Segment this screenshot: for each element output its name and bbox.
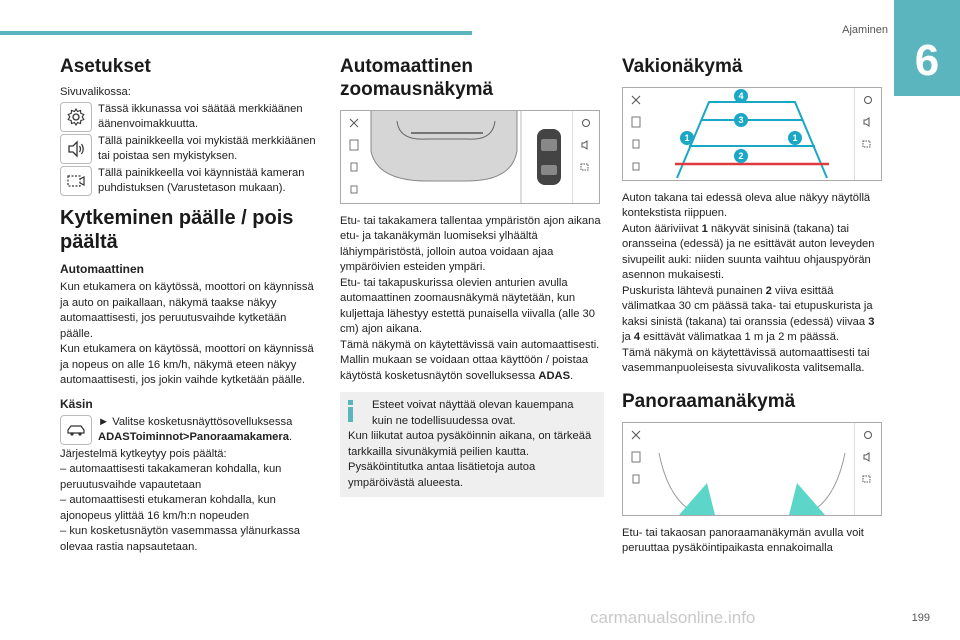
paragraph-area-shown: Auton takana tai edessä oleva alue näkyy näytöllä kontekstista riippuen.: [622, 191, 871, 220]
camera-clean-icon: [60, 166, 92, 196]
manual-instruction-text: ► Valitse kosketusnäyttösovelluksessa ADASToiminnot>Panoraamakamera.: [98, 415, 293, 443]
paragraph-switch-off: Järjestelmä kytkeytyy pois päältä:: [60, 447, 227, 460]
paragraph-auto-zoom-intro: Etu- tai takakamera tallentaa ympäristön ajon aikana etu- ja takanäkymän luomiseksi ylhäältä lähiympäristöstä, jolloin autoa voidaan ajaa ympäröivien esteiden ympäri.: [340, 214, 601, 274]
camera-clean-icon: [862, 473, 874, 485]
heading-standard-view: Vakionäkymä: [622, 56, 743, 77]
standard-view-screen-illustration: [622, 87, 882, 181]
camera-view-icon: [630, 473, 642, 485]
camera-view-icon: [630, 116, 642, 128]
gear-icon: [862, 94, 874, 106]
info-text-mirrors: Kun liikutat autoa pysäköinnin aikana, on tärkeää tarkkailla sivunäkymiä peilien kautta.: [348, 430, 592, 458]
paragraph-adas: Mallin mukaan se voidaan ottaa käyttöön / poistaa käytöstä kosketusnäytön sovelluksessa ADAS.: [340, 354, 589, 382]
camera-view-icon: [630, 451, 642, 463]
paragraph-auto-front: Kun etukamera on käytössä, moottori on käynnissä ja nopeus on alle 16 km/h, näkymä eteen näkyy automaattisesti, jos jokin vaihde kytketään päälle.: [60, 343, 314, 387]
camera-clean-icon: [580, 161, 592, 173]
header-accent-bar: [0, 31, 472, 35]
camera-view-icon: [348, 161, 360, 173]
guideline-marker: [734, 149, 748, 163]
paragraph-auto-only: Tämä näkymä on käytettävissä vain automaattisesti.: [340, 338, 600, 351]
chapter-number: 6: [914, 36, 940, 85]
speaker-icon: [862, 451, 874, 463]
info-text-radar: Pysäköintitutka antaa lisätietoja autoa ympäröivästä alueesta.: [348, 461, 536, 489]
camera-view-icon: [630, 160, 642, 172]
section-title: Ajaminen: [842, 24, 888, 36]
screen-right-menu: [854, 423, 881, 515]
list-item: – automaattisesti takakameran kohdalla, kun peruutusvaihde vapautetaan: [60, 463, 282, 491]
gear-icon: [580, 117, 592, 129]
info-box: [340, 392, 604, 497]
screen-camera-area: [649, 423, 855, 515]
info-icon: [348, 400, 353, 422]
guideline-marker: [788, 131, 802, 145]
bullet-arrow: ►: [98, 415, 110, 428]
svg-text:3: 3: [738, 114, 744, 125]
paragraph-auto-zoom-sensors: Etu- tai takapuskurissa olevien anturien avulla automaattinen zoomausnäkymä näytetään, kun kuljettaja lähestyy estettä punaisella viivalla (alle 30 cm) ajon aikana.: [340, 276, 595, 336]
camera-view-icon: [348, 139, 360, 151]
car-top-view-icon: [537, 129, 561, 185]
column-auto-zoom: [340, 56, 604, 497]
screen-left-menu: [623, 423, 650, 515]
setting-mute-text: Tällä painikkeella voi mykistää merkkiäänen tai poistaa sen mykistyksen.: [98, 135, 316, 163]
gear-icon: [60, 102, 92, 132]
paragraph-availability: Tämä näkymä on käytettävissä automaattisesti tai vasemmanpuoleisesta sivuvalikosta valitsemalla.: [622, 346, 870, 375]
list-item: – automaattisesti etukameran kohdalla, kun ajonopeus ylittää 16 km/h:n nopeuden: [60, 494, 276, 522]
svg-text:1: 1: [684, 132, 690, 143]
speaker-icon: [60, 134, 92, 164]
info-text-distance: Esteet voivat näyttää olevan kauempana kuin ne todellisuudessa ovat.: [372, 399, 574, 427]
list-item: – kun kosketusnäytön vasemmassa ylänurkassa olevaa rastia napsautetaan.: [60, 525, 301, 553]
watermark: carmanualsonline.info: [590, 608, 756, 627]
page-number: 199: [911, 612, 930, 624]
svg-text:2: 2: [738, 150, 744, 161]
paragraph-auto-rear: Kun etukamera on käytössä, moottori on käynnissä ja auto on paikallaan, näkymä taakse näkyy automaattisesti, jos peruutusvaihde kytketään päälle.: [60, 281, 314, 340]
heading-panorama-view: Panoraamanäkymä: [622, 390, 796, 412]
screen-camera-area: [649, 88, 855, 180]
screen-right-menu: [572, 111, 599, 203]
heading-on-off: Kytkeminen päälle / pois päältä: [60, 207, 294, 254]
setting-mute: [60, 134, 322, 164]
svg-text:4: 4: [738, 90, 744, 101]
screen-camera-area: [367, 111, 573, 203]
auto-zoom-screen-illustration: [340, 110, 600, 204]
camera-view-icon: [348, 183, 360, 195]
screen-left-menu: [341, 111, 368, 203]
heading-auto-zoom: Automaattinen zoomausnäkymä: [340, 56, 494, 100]
panorama-view-screen-illustration: [622, 422, 882, 516]
paragraph-distances: Puskurista lähtevä punainen 2 viiva esittää välimatkaa 30 cm päässä taka- tai etupuskurista ja kaksi sinistä (takana) tai oranssia (edessä) viivaa 3 ja 4 esittävät välimatkaa 1 m ja 2 m päässä.: [622, 284, 875, 344]
close-icon: [630, 429, 642, 441]
speaker-icon: [580, 139, 592, 151]
setting-clean: [60, 166, 322, 196]
guideline-marker: [734, 113, 748, 127]
paragraph-panorama-intro: Etu- tai takaosan panoraamanäkymän avulla voit peruuttaa pysäköintipaikasta ennakoimalla: [622, 526, 864, 555]
menu-path: ADASToiminnot>Panoraamakamera: [98, 430, 289, 443]
manual-instruction: [60, 415, 322, 445]
car-icon: [60, 415, 92, 445]
side-menu-intro: Sivuvalikossa:: [60, 85, 131, 98]
camera-view-icon: [630, 138, 642, 150]
screen-left-menu: [623, 88, 650, 180]
setting-volume: [60, 102, 322, 132]
subheading-automatic: Automaattinen: [60, 262, 144, 277]
camera-clean-icon: [862, 138, 874, 150]
column-settings: [60, 56, 322, 555]
heading-settings: Asetukset: [60, 56, 151, 77]
column-standard-view: [622, 56, 886, 557]
guideline-marker: [734, 89, 748, 103]
setting-clean-text: Tällä painikkeella voi käynnistää kameran puhdistuksen (Varustetason mukaan).: [98, 167, 305, 195]
screen-right-menu: [854, 88, 881, 180]
guideline-marker: [680, 131, 694, 145]
svg-text:1: 1: [792, 132, 798, 143]
paragraph-outline: Auton ääriviivat 1 näkyvät sinisinä (takana) tai oransseina (edessä) ja ne esittävät auton leveyden sivupeilit auki: niiden suunta vaihtuu ohjauspyörän asennon mukaisesti.: [622, 222, 875, 282]
gear-icon: [862, 429, 874, 441]
speaker-icon: [862, 116, 874, 128]
subheading-manual: Käsin: [60, 396, 93, 411]
setting-volume-text: Tässä ikkunassa voi säätää merkkiäänen äänenvoimakkuutta.: [98, 103, 303, 131]
chapter-badge: [894, 0, 960, 96]
close-icon: [630, 94, 642, 106]
close-icon: [348, 117, 360, 129]
